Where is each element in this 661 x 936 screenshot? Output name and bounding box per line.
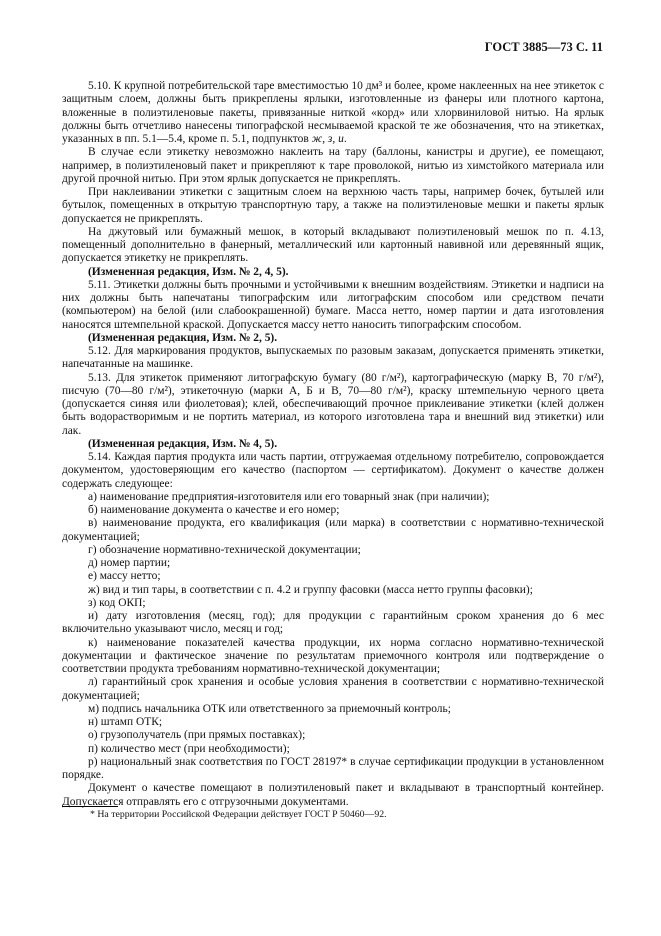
- paragraph-text: г) обозначение нормативно-технической документации;: [88, 543, 361, 556]
- paragraph-text: Документ о качестве помещают в полиэтиленовый пакет и вкладывают в транспортный контейнер. Допускается отправлять его с отгрузочными документами.: [62, 782, 604, 808]
- paragraph-text: з) код ОКП;: [88, 596, 146, 609]
- paragraph-text: п) количество мест (при необходимости);: [88, 742, 290, 755]
- paragraph-tail: .: [343, 133, 347, 145]
- paragraph-text: 5.10. К крупной потребительской таре вместимостью 10 дм³ и более, кроме наклеенных на нее этикеток с защитным слоем, должны быть прикреплены ярлыки, изготовленные из фанеры или плотного картона, вложенные в полиэтиленовые пакеты, привязанные ниткой «корд» или хлорвиниловой нитью. На ярлык должны быть отчетливо нанесены типографской несмываемой краской те же обозначения, что на этикетках, указанных в пп. 5.1—5.4, кроме п. 5.1, подпунктов: [62, 80, 604, 145]
- paragraph-text: 5.11. Этикетки должны быть прочными и устойчивыми к внешним воздействиям. Этикетки и надписи на них должны быть напечатаны типографским или литографским способом или средством печати (компьютером) на белой (или слабоокрашенной) бумаге. Масса нетто, номер партии и дата изготовления наносятся штемпельной краской. Допускается массу нетто наносить типографским способом.: [62, 278, 604, 331]
- paragraph: [62, 279, 604, 332]
- paragraph: [62, 226, 604, 266]
- paragraph-text: б) наименование документа о качестве и его номер;: [88, 504, 340, 516]
- italic-subitems: ж, з, и: [311, 133, 344, 145]
- paragraph: [62, 146, 604, 186]
- paragraph-text: к) наименование показателей качества продукции, их норма согласно нормативно-технической документации и фактическое значение по результатам приемочного контроля или подтверждение о соответствии продукта требованиям нормативно-технической документации;: [62, 636, 604, 675]
- paragraph: [62, 610, 604, 637]
- paragraph: [62, 80, 604, 146]
- paragraph-text: В случае если этикетку невозможно наклеить на тару (баллоны, канистры и другие), ее помещают, например, в полиэтиленовый пакет и прикрепляют к таре проволокой, нитью из химстойкого материала или другой прочной нитью. При этом ярлык допускается не прикреплять.: [62, 146, 604, 185]
- amendment-note: [62, 332, 604, 345]
- paragraph-text: 5.13. Для этикеток применяют литографскую бумагу (80 г/м²), картографическую (марку В, 70 г/м²), писчую (70—80 г/м²), этикеточную (марки А, Б и В, 70—80 г/м²), краску штемпельную черного цвета (допускается синяя или фиолетовая); клей, обеспечивающий прочное приклеивание этикетки (клей должен быть водорастворимым и не портить материал, из которого изготовлена тара и внешний вид этикетки) или лак.: [62, 371, 604, 437]
- paragraph-text: е) массу нетто;: [88, 570, 161, 583]
- paragraph-text: (Измененная редакция, Изм. № 2, 5).: [88, 331, 278, 344]
- document-body: [62, 80, 604, 809]
- paragraph-text: и) дату изготовления (месяц, год); для продукции с гарантийным сроком хранения до 6 мес включительно указывают число, месяц и год;: [62, 610, 604, 636]
- paragraph: [62, 756, 604, 783]
- page-header: ГОСТ 3885—73 С. 11: [484, 40, 603, 54]
- paragraph: [62, 782, 604, 809]
- paragraph: [62, 517, 604, 544]
- paragraph-text: о) грузополучатель (при прямых поставках);: [88, 729, 306, 742]
- paragraph: [62, 491, 604, 504]
- paragraph: [62, 186, 604, 226]
- paragraph: [62, 716, 604, 729]
- paragraph: [62, 703, 604, 716]
- paragraph-text: м) подпись начальника ОТК или ответственного за приемочный контроль;: [88, 702, 451, 715]
- paragraph: [62, 504, 604, 517]
- paragraph-text: При наклеивании этикетки с защитным слоем на верхнюю часть тары, например бочек, бутылей или бутылок, помещенных в открытую транспортную тару, а также на полиэтиленовые мешки и пакеты ярлык допускается не прикреплять.: [62, 186, 604, 225]
- paragraph: [62, 584, 604, 597]
- footnote: * На территории Российской Федерации действует ГОСТ Р 50460—92.: [90, 809, 387, 820]
- paragraph: [62, 676, 604, 703]
- amendment-note: [62, 266, 604, 279]
- paragraph-text: 5.12. Для маркирования продуктов, выпускаемых по разовым заказам, допускается применять этикетки, напечатанные на машинке.: [62, 345, 604, 371]
- paragraph-text: (Измененная редакция, Изм. № 2, 4, 5).: [88, 265, 289, 278]
- paragraph-text: д) номер партии;: [88, 557, 171, 569]
- paragraph: [62, 544, 604, 557]
- paragraph: [62, 743, 604, 756]
- paragraph-text: ж) вид и тип тары, в соответствии с п. 4.2 и группу фасовки (масса нетто группы фасовки);: [88, 583, 533, 596]
- paragraph: [62, 345, 604, 372]
- paragraph-text: На джутовый или бумажный мешок, в который вкладывают полиэтиленовый мешок по п. 4.13, помещенный дополнительно в фанерный, металлический или картонный навивной или деревянный ящик, допускается этикетку не прикреплять.: [62, 225, 604, 265]
- paragraph-text: в) наименование продукта, его квалификация (или марка) в соответствии с нормативно-технической документацией;: [62, 517, 604, 543]
- paragraph-text: л) гарантийный срок хранения и особые условия хранения в соответствии с нормативно-технической документацией;: [62, 676, 604, 702]
- paragraph: [62, 372, 604, 438]
- paragraph: [62, 637, 604, 677]
- paragraph-text: (Измененная редакция, Изм. № 4, 5).: [88, 437, 278, 450]
- paragraph-text: 5.14. Каждая партия продукта или часть партии, отгружаемая отдельному потребителю, сопровождается документом, удостоверяющим его качество (паспортом — сертификатом). Документ о качестве должен содержать следующее:: [62, 451, 604, 490]
- paragraph-text: р) национальный знак соответствия по ГОСТ 28197* в случае сертификации продукции в установленном порядке.: [62, 755, 604, 781]
- paragraph: [62, 557, 604, 570]
- amendment-note: [62, 438, 604, 451]
- paragraph-text: а) наименование предприятия-изготовителя или его товарный знак (при наличии);: [88, 490, 490, 503]
- paragraph: [62, 451, 604, 491]
- paragraph-text: н) штамп ОТК;: [88, 716, 163, 728]
- paragraph: [62, 570, 604, 583]
- paragraph: [62, 729, 604, 742]
- footnote-divider: [62, 806, 118, 807]
- paragraph: [62, 597, 604, 610]
